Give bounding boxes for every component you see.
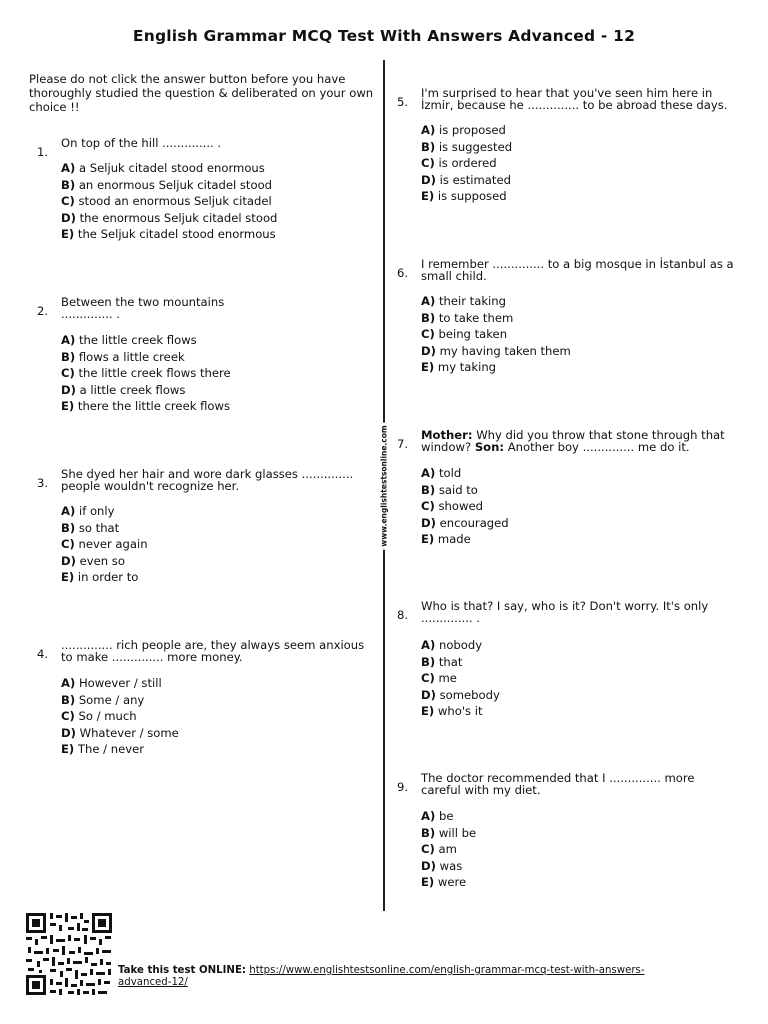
speaker-son: Son: <box>474 439 505 454</box>
instructions-text: Please do not click the answer button before you have thoroughly studied the question & deliberated on your own choice !! <box>29 72 374 114</box>
option-a[interactable]: A) if only <box>61 504 115 518</box>
online-test-label: Take this test ONLINE: <box>118 965 246 976</box>
option-c[interactable]: C) being taken <box>421 327 508 341</box>
option-c[interactable]: C) the little creek flows there <box>61 366 231 380</box>
option-b[interactable]: B) that <box>421 654 463 669</box>
question-number: 5. <box>397 95 409 109</box>
options-list <box>61 332 231 415</box>
option-d[interactable]: D) Whatever / some <box>61 725 179 740</box>
question-number: 2. <box>37 304 49 318</box>
option-e[interactable]: E) the Seljuk citadel stood enormous <box>61 227 276 241</box>
online-test-link[interactable]: https://www.englishtestsonline.com/english-grammar-mcq-test-with-answers-advanced-12/ <box>118 965 645 988</box>
question-text: I remember .............. to a big mosque in İstanbul as a small child. <box>421 257 734 283</box>
option-c[interactable]: C) So / much <box>61 709 137 723</box>
options-list <box>421 637 500 720</box>
option-e[interactable]: E) in order to <box>61 570 139 584</box>
question-number: 6. <box>397 266 409 280</box>
options-list <box>61 675 179 758</box>
option-b[interactable]: B) is suggested <box>421 139 513 154</box>
question-number: 8. <box>397 608 409 622</box>
qr-code-icon[interactable] <box>24 911 114 997</box>
question-text: She dyed her hair and wore dark glasses .............. people wouldn't recognize her. <box>61 467 354 493</box>
option-d[interactable]: D) encouraged <box>421 515 509 530</box>
footer <box>118 965 678 989</box>
options-list <box>421 293 571 376</box>
option-e[interactable]: E) The / never <box>61 742 144 756</box>
option-a[interactable]: A) nobody <box>421 638 483 652</box>
question-number: 7. <box>397 437 409 451</box>
question-text: Between the two mountains .............. . <box>61 295 225 321</box>
option-d[interactable]: D) even so <box>61 553 125 568</box>
option-a[interactable]: A) be <box>421 809 454 823</box>
option-b[interactable]: B) flows a little creek <box>61 349 185 364</box>
option-b[interactable]: B) will be <box>421 825 477 840</box>
option-d[interactable]: D) was <box>421 858 463 873</box>
question-text: On top of the hill .............. . <box>61 136 222 150</box>
option-e[interactable]: E) there the little creek flows <box>61 399 231 413</box>
option-b[interactable]: B) Some / any <box>61 692 145 707</box>
question-text: Who is that? I say, who is it? Don't worry. It's only .............. . <box>421 599 709 625</box>
option-c[interactable]: C) showed <box>421 499 483 513</box>
option-b[interactable]: B) said to <box>421 482 478 497</box>
question-text: I'm surprised to hear that you've seen him here in İzmir, because he .............. to be abroad these days. <box>421 86 728 112</box>
question-number: 1. <box>37 145 49 159</box>
question-number: 9. <box>397 780 409 794</box>
option-b[interactable]: B) so that <box>61 520 120 535</box>
option-b[interactable]: B) to take them <box>421 310 514 325</box>
option-c[interactable]: C) never again <box>61 537 148 551</box>
options-list <box>421 465 509 548</box>
options-list <box>61 160 277 243</box>
option-e[interactable]: E) is supposed <box>421 189 507 203</box>
option-a[interactable]: A) a Seljuk citadel stood enormous <box>61 161 265 175</box>
option-d[interactable]: D) a little creek flows <box>61 382 186 397</box>
option-a[interactable]: A) However / still <box>61 676 162 690</box>
option-e[interactable]: E) made <box>421 532 471 546</box>
question-text: Mother: Why did you throw that stone through that window? Son: Another boy .............. me do it. <box>421 428 725 454</box>
question-text: .............. rich people are, they always seem anxious to make .............. more money. <box>61 638 365 664</box>
option-e[interactable]: E) who's it <box>421 704 483 718</box>
option-c[interactable]: C) me <box>421 671 457 685</box>
speaker-mother: Mother: <box>421 428 473 442</box>
option-b[interactable]: B) an enormous Seljuk citadel stood <box>61 177 273 192</box>
option-e[interactable]: E) my taking <box>421 360 497 374</box>
question-number: 4. <box>37 647 49 661</box>
page-title: English Grammar MCQ Test With Answers Advanced - 12 <box>132 27 636 45</box>
option-d[interactable]: D) the enormous Seljuk citadel stood <box>61 210 278 225</box>
options-list <box>421 122 512 205</box>
option-d[interactable]: D) somebody <box>421 687 500 702</box>
question-text: The doctor recommended that I .............. more careful with my diet. <box>421 771 695 797</box>
option-e[interactable]: E) were <box>421 875 467 889</box>
option-c[interactable]: C) is ordered <box>421 156 497 170</box>
options-list <box>421 808 476 891</box>
question-number: 3. <box>37 476 49 490</box>
option-a[interactable]: A) the little creek flows <box>61 333 197 347</box>
option-a[interactable]: A) is proposed <box>421 123 506 137</box>
side-url-text: www.englishtestsonline.com <box>380 422 389 549</box>
option-d[interactable]: D) is estimated <box>421 172 511 187</box>
option-a[interactable]: A) their taking <box>421 294 506 308</box>
options-list <box>61 503 148 586</box>
option-c[interactable]: C) stood an enormous Seljuk citadel <box>61 194 272 208</box>
option-c[interactable]: C) am <box>421 842 457 856</box>
option-a[interactable]: A) told <box>421 466 462 480</box>
option-d[interactable]: D) my having taken them <box>421 343 571 358</box>
